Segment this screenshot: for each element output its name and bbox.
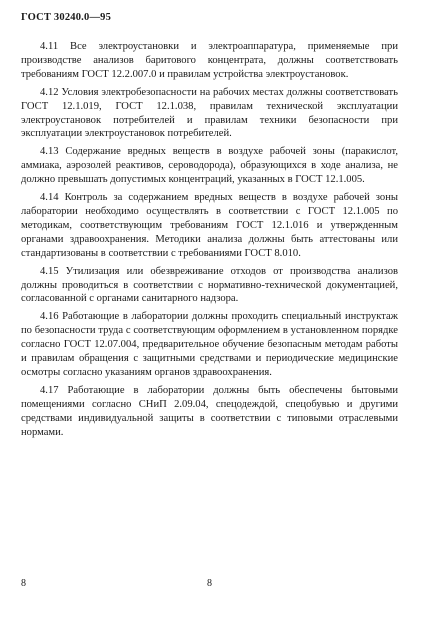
document-body bbox=[21, 40, 398, 443]
page-header: ГОСТ 30240.0—95 bbox=[21, 12, 112, 23]
paragraph-4-17: 4.17 Работающие в лаборатории должны быть обеспечены бытовыми помещениями согласно СНиП 2.09.04, спецодеждой, спецобувью и другими средствами индивидуальной защиты в соответствии с типовыми отраслевыми нормами. bbox=[21, 384, 398, 438]
page-number-left: 8 bbox=[21, 578, 26, 589]
paragraph-4-14: 4.14 Контроль за содержанием вредных веществ в воздухе рабочей зоны лаборатории необходимо осуществлять в соответствии с ГОСТ 12.1.005 по методикам, соответствующим требованиям ГОСТ 12.1.016 и утвержденным органами здравоохранения. Методики анализа должны быть аттестованы или стандартизованы в соответствии с требованиями ГОСТ 8.010. bbox=[21, 192, 398, 259]
page-number-center: 8 bbox=[207, 578, 212, 589]
paragraph-4-11: 4.11 Все электроустановки и электроаппаратура, применяемые при производстве анализов баритового концентрата, должны соответствовать требованиям ГОСТ 12.2.007.0 и правилам устройства электроустановок. bbox=[21, 41, 398, 80]
paragraph-4-12: 4.12 Условия электробезопасности на рабочих местах должны соответствовать ГОСТ 12.1.019, ГОСТ 12.1.038, правилам технической эксплуатации электроустановок потребителей и правилам техники безопасности при эксплуатации электроустановок потребителей. bbox=[21, 86, 398, 140]
paragraph-4-13: 4.13 Содержание вредных веществ в воздухе рабочей зоны (паракислот, аммиака, аэрозолей реактивов, сероводорода), образующихся в ходе анализа, не должно превышать допустимых концентраций, указанных в ГОСТ 12.1.005. bbox=[21, 146, 398, 186]
paragraph-4-16: 4.16 Работающие в лаборатории должны проходить специальный инструктаж по безопасности труда с соответствующим оформлением в установленном порядке согласно ГОСТ 12.07.004, предварительное обучение безопасным методам работы и правилам обращения с защитными средствами и периодические медицинские осмотры согласно указаниям органов здравоохранения. bbox=[21, 311, 398, 378]
paragraph-4-15: 4.15 Утилизация или обезвреживание отходов от производства анализов должны проводиться в соответствии с нормативно-технической документацией, согласованной с органами санитарного надзора. bbox=[21, 265, 398, 305]
